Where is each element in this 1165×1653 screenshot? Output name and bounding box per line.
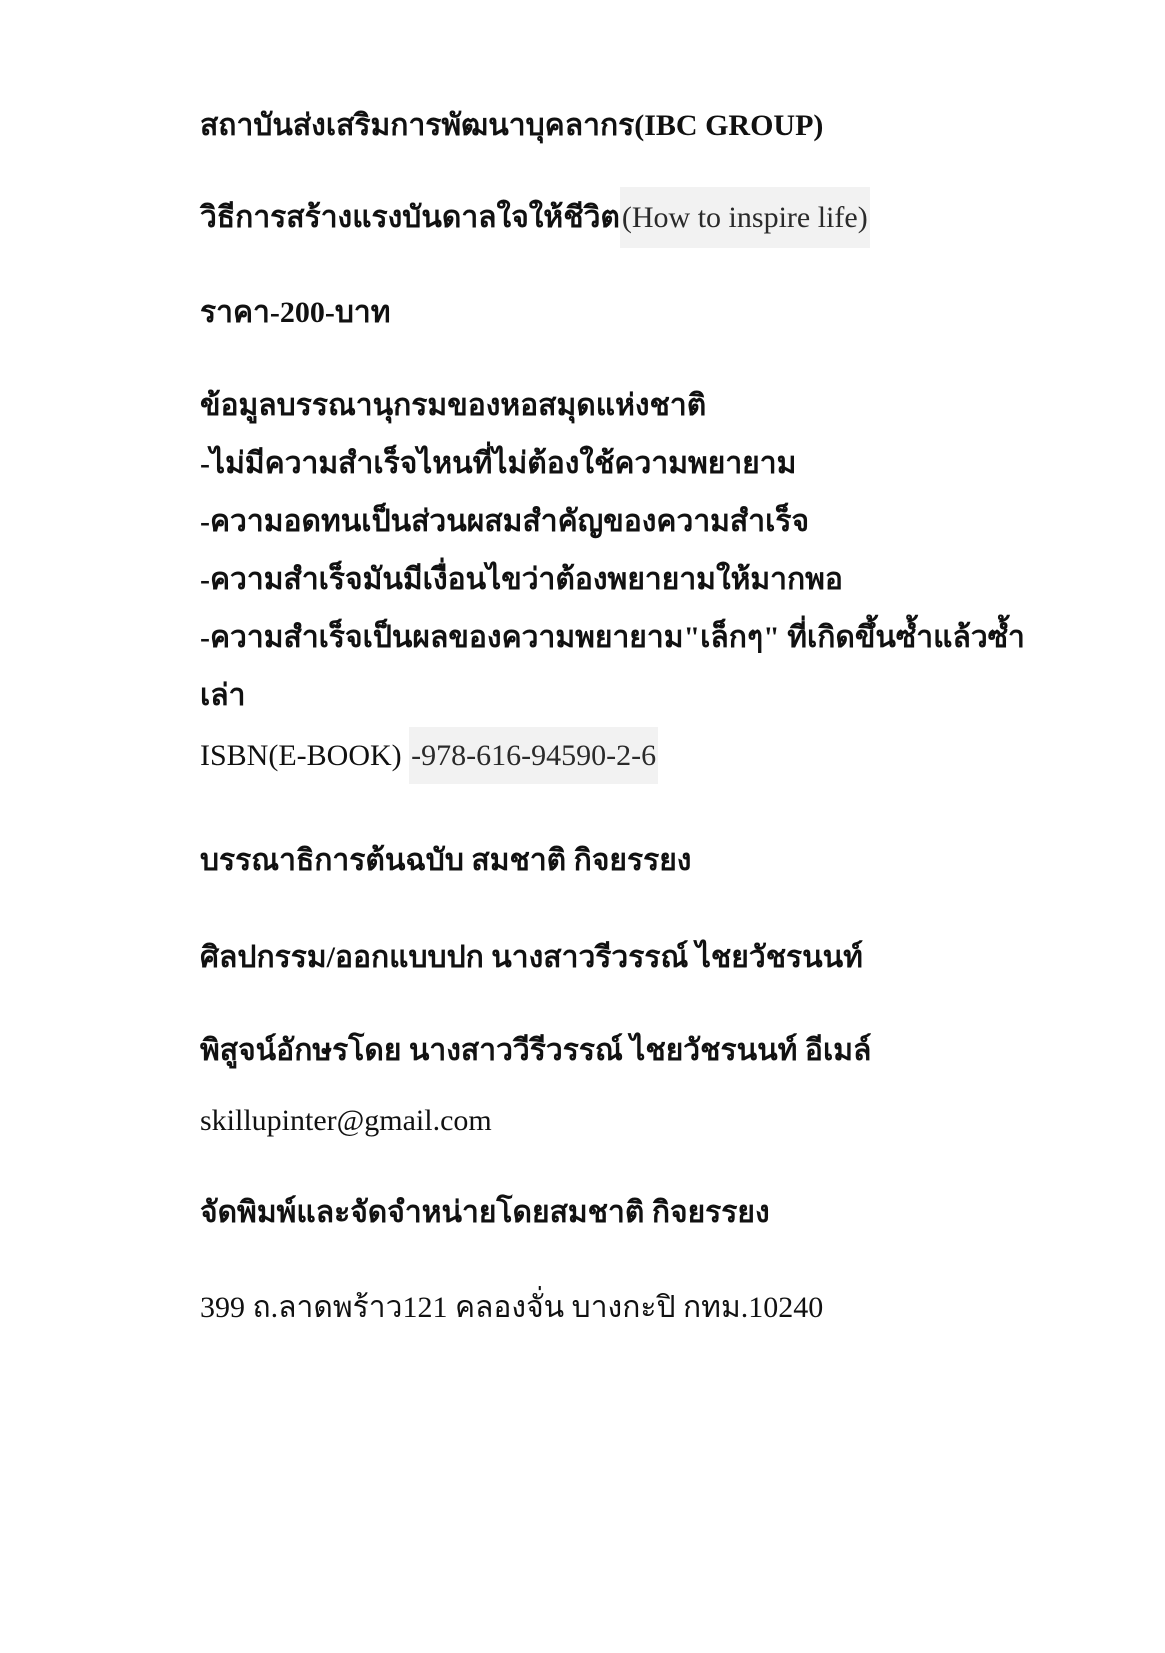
book-title-thai: วิธีการสร้างแรงบันดาลใจให้ชีวิต [200, 201, 620, 234]
publisher-credit: จัดพิมพ์และจัดจำหน่ายโดยสมชาติ กิจยรรยง [200, 1196, 770, 1229]
quote-line-5: เล่า [200, 679, 246, 712]
catalog-heading: ข้อมูลบรรณานุกรมของหอสมุดแห่งชาติ [200, 389, 707, 422]
editor-credit: บรรณาธิการต้นฉบับ สมชาติ กิจยรรยง [200, 844, 692, 877]
proofreader-credit: พิสูจน์อักษรโดย นางสาววีรีวรรณ์ ไชยวัชรนนท์ อีเมล์ [200, 1034, 872, 1067]
cover-design-credit: ศิลปกรรม/ออกแบบปก นางสาวรีวรรณ์ ไชยวัชรนนท์ [200, 941, 863, 974]
quote-line-3: -ความสำเร็จมันมีเงื่อนไขว่าต้องพยายามให้มากพอ [200, 563, 843, 596]
quote-line-2: -ความอดทนเป็นส่วนผสมสำคัญของความสำเร็จ [200, 505, 810, 538]
book-title [200, 200, 870, 236]
isbn-value: -978-616-94590-2-6 [409, 727, 658, 784]
quote-line-1: -ไม่มีความสำเร็จไหนที่ไม่ต้องใช้ความพยายาม [200, 447, 797, 480]
isbn-label: ISBN(E-BOOK) [200, 739, 410, 772]
quote-line-4: -ความสำเร็จเป็นผลของความพยายาม"เล็กๆ" ที่เกิดขึ้นซ้ำแล้วซ้ำ [200, 621, 1025, 654]
institute-heading: สถาบันส่งเสริมการพัฒนาบุคลากร(IBC GROUP) [200, 109, 824, 142]
price-text: ราคา-200-บาท [200, 296, 391, 329]
postal-address: 399 ถ.ลาดพร้าว121 คลองจั่น บางกะปิ กทม.10240 [200, 1291, 824, 1324]
isbn-line [200, 738, 658, 774]
email-address: skillupinter@gmail.com [200, 1104, 492, 1137]
book-title-english: (How to inspire life) [620, 187, 870, 248]
